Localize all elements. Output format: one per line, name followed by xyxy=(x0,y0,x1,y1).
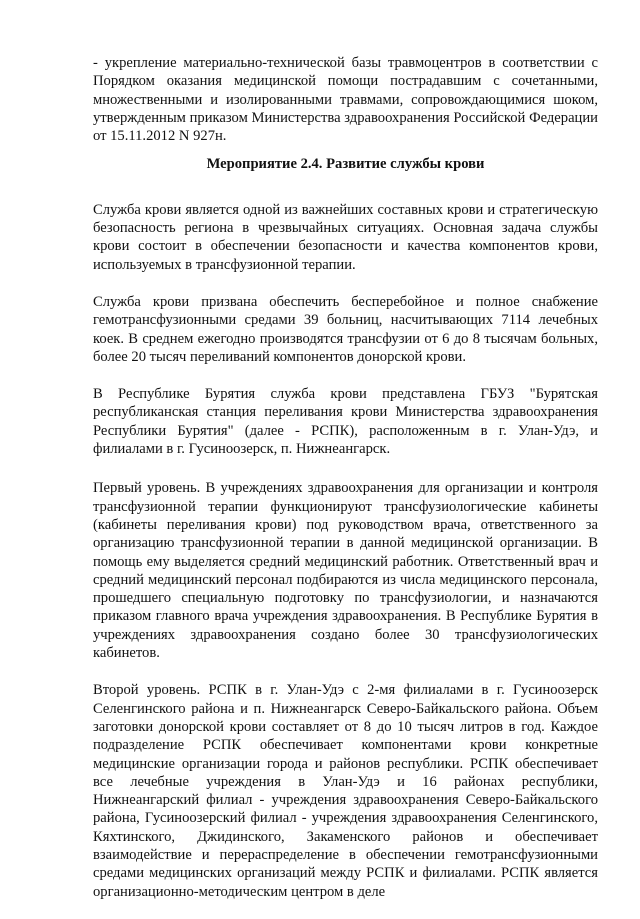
paragraph-buryatia-service: В Республике Бурятия служба крови представлена ГБУЗ "Бурятская республиканская станция переливания крови Министерства здравоохранения Республики Бурятия" (далее - РСПК), расположенным в г. Улан-Удэ, и филиалами в г. Гусиноозерск, п. Нижнеангарск. xyxy=(93,386,598,458)
paragraph-second-level: Второй уровень. РСПК в г. Улан-Удэ с 2-мя филиалами в г. Гусиноозерск Селенгинского района и п. Нижнеангарск Северо-Байкальского района. Объем заготовки донорской крови составляет от 8 до 10 тысяч литров в год. Каждое подразделение РСПК обеспечивает компонентами крови конкретные медицинские организации города и районов республики. РСПК обеспечивает все лечебные учреждения в Улан-Удэ и 16 районах республики, Нижнеангарский филиал - учреждения здравоохранения Северо-Байкальского района, Гусиноозерский филиал - учреждения здравоохранения Селенгинского, Кяхтинского, Джидинского, Закаменского районов и обеспечивает взаимодействие и перераспределение в обеспечении гемотрансфузионными средами медицинских организаций между РСПК и филиалами. РСПК является организационно-методическим центром в деле xyxy=(93,682,598,900)
intro-paragraph: - укрепление материально-технической базы травмоцентров в соответствии с Порядком оказания медицинской помощи пострадавшим с сочетанными, множественными и изолированными травмами, сопровождающимися шоком, утвержденным приказом Министерства здравоохранения Российской Федерации от 15.11.2012 N 927н. xyxy=(93,55,598,145)
paragraph-blood-service-role: Служба крови является одной из важнейших составных крови и стратегическую безопасность региона в чрезвычайных ситуациях. Основная задача службы крови состоит в обеспечении безопасности и качества компонентов крови, используемых в трансфузионной терапии. xyxy=(93,201,598,273)
paragraph-first-level: Первый уровень. В учреждениях здравоохранения для организации и контроля трансфузионной терапии функционируют трансфузиологические кабинеты (кабинеты переливания крови) под руководством врача, ответственного за организацию трансфузионной терапии в данной медицинской организации. В помощь ему выделяется средний медицинский работник. Ответственный врач и средний медицинский персонал подбираются из числа медицинского персонала, прошедшего специальную подготовку по трансфузиологии, и назначаются приказом главного врача учреждения здравоохранения. В Республике Бурятия в учреждениях здравоохранения создано более 30 трансфузиологических кабинетов. xyxy=(93,480,598,662)
section-heading: Мероприятие 2.4. Развитие службы крови xyxy=(206,156,485,173)
paragraph-blood-supply: Служба крови призвана обеспечить бесперебойное и полное снабжение гемотрансфузионными средами 39 больниц, насчитывающих 7114 лечебных коек. В среднем ежегодно производятся трансфузии от 6 до 8 тысячам больных, более 20 тысяч переливаний компонентов донорской крови. xyxy=(93,293,598,365)
document-page xyxy=(93,54,598,919)
